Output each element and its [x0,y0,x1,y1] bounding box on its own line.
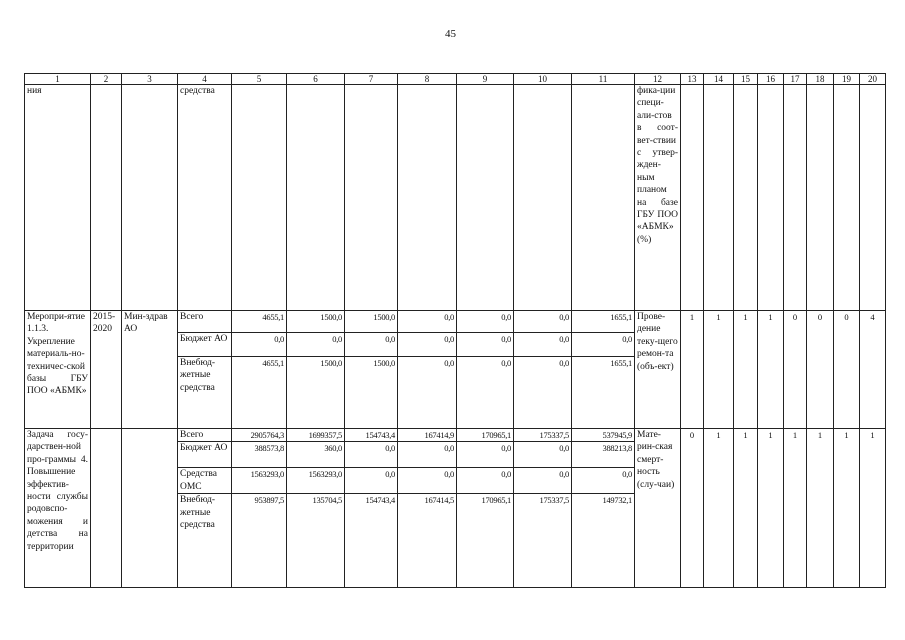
value-cell: 154743,4 [345,429,398,442]
value-cell: 0,0 [514,311,572,333]
col-number: 14 [704,74,734,85]
value-cell: 170965,1 [457,494,514,588]
target-cell: 4 [860,311,886,429]
target-cell: 1 [758,311,784,429]
value-cell: 1500,0 [345,311,398,333]
executor-cell: Мин-здрав АО [122,311,178,429]
col-number: 2 [91,74,122,85]
source-cell: Бюджет АО [178,442,232,468]
table-row [25,429,886,442]
target-cell: 0 [807,311,834,429]
value-cell: 4655,1 [232,311,287,333]
value-cell: 388213,8 [572,442,635,468]
target-cell: 1 [834,429,860,588]
value-cell: 170965,1 [457,429,514,442]
col-number: 17 [784,74,807,85]
col-number: 10 [514,74,572,85]
target-cell: 0 [784,311,807,429]
source-cell: Всего [178,311,232,333]
target-cell: 1 [734,429,758,588]
source-cell: Внебюд-жетные средства [178,357,232,429]
value-cell: 0,0 [398,442,457,468]
value-cell: 0,0 [345,468,398,494]
value-cell: 0,0 [457,333,514,357]
col-number: 13 [681,74,704,85]
col-number: 20 [860,74,886,85]
col-number: 8 [398,74,457,85]
target-cell: 0 [834,311,860,429]
source-cell: Всего [178,429,232,442]
value-cell: 1500,0 [287,311,345,333]
target-cell: 1 [784,429,807,588]
target-cell: 1 [758,429,784,588]
col-number: 19 [834,74,860,85]
col-number: 5 [232,74,287,85]
value-cell: 149732,1 [572,494,635,588]
value-cell: 0,0 [572,333,635,357]
program-table [24,73,886,588]
value-cell: 1563293,0 [232,468,287,494]
col-number: 3 [122,74,178,85]
task-name-cell: Задача госу-дарствен-ной про-граммы 4. Повышение эффектив-ности службы родовспо-можения и детства на территории [25,429,91,588]
value-cell: 154743,4 [345,494,398,588]
indicator-cell: Прове-дение теку-щего ремон-та (объ-ект) [635,311,681,429]
value-cell: 0,0 [398,311,457,333]
indicator-cell: фика-ции специ-али-стов в соот-вет-ствии с утвер-жден-ным планом на базе ГБУ ПОО «АБМК» (%) [635,85,681,311]
value-cell: 175337,5 [514,494,572,588]
value-cell: 2905764,3 [232,429,287,442]
column-numbers-row [25,74,886,85]
indicator-cell: Мате-рин-ская смерт-ность (слу-чаи) [635,429,681,588]
activity-name-cell: ния [25,85,91,311]
col-number: 12 [635,74,681,85]
value-cell: 0,0 [287,333,345,357]
source-cell: Внебюд-жетные средства [178,494,232,588]
period-cell: 2015-2020 [91,311,122,429]
target-cell: 1 [704,311,734,429]
value-cell: 360,0 [287,442,345,468]
value-cell: 0,0 [398,333,457,357]
col-number: 9 [457,74,514,85]
table-row [25,311,886,333]
target-cell: 1 [734,311,758,429]
table-row [25,85,886,311]
value-cell: 1500,0 [287,357,345,429]
value-cell: 0,0 [345,333,398,357]
value-cell: 0,0 [398,468,457,494]
col-number: 11 [572,74,635,85]
source-cell: средства [178,85,232,311]
value-cell: 0,0 [457,442,514,468]
value-cell: 0,0 [514,333,572,357]
col-number: 1 [25,74,91,85]
value-cell: 388573,8 [232,442,287,468]
value-cell: 1655,1 [572,311,635,333]
value-cell: 135704,5 [287,494,345,588]
target-cell: 1 [681,311,704,429]
source-cell: Бюджет АО [178,333,232,357]
value-cell: 0,0 [232,333,287,357]
activity-name-cell: Меропри-ятие 1.1.3. Укрепление материаль-но-техничес-ской базы ГБУ ПОО «АБМК» [25,311,91,429]
value-cell: 167414,9 [398,429,457,442]
value-cell: 1655,1 [572,357,635,429]
col-number: 7 [345,74,398,85]
value-cell: 953897,5 [232,494,287,588]
value-cell: 1699357,5 [287,429,345,442]
value-cell: 0,0 [398,357,457,429]
col-number: 4 [178,74,232,85]
value-cell: 0,0 [457,468,514,494]
col-number: 16 [758,74,784,85]
value-cell: 0,0 [345,442,398,468]
value-cell: 4655,1 [232,357,287,429]
target-cell: 1 [860,429,886,588]
value-cell: 1500,0 [345,357,398,429]
value-cell: 0,0 [514,357,572,429]
value-cell: 0,0 [457,311,514,333]
page-number: 45 [445,28,456,40]
value-cell: 175337,5 [514,429,572,442]
value-cell: 0,0 [572,468,635,494]
value-cell: 167414,5 [398,494,457,588]
col-number: 18 [807,74,834,85]
target-cell: 0 [681,429,704,588]
value-cell: 0,0 [514,468,572,494]
value-cell: 0,0 [457,357,514,429]
value-cell: 0,0 [514,442,572,468]
target-cell: 1 [807,429,834,588]
target-cell: 1 [704,429,734,588]
col-number: 15 [734,74,758,85]
value-cell: 1563293,0 [287,468,345,494]
source-cell: Средства ОМС [178,468,232,494]
value-cell: 537945,9 [572,429,635,442]
col-number: 6 [287,74,345,85]
